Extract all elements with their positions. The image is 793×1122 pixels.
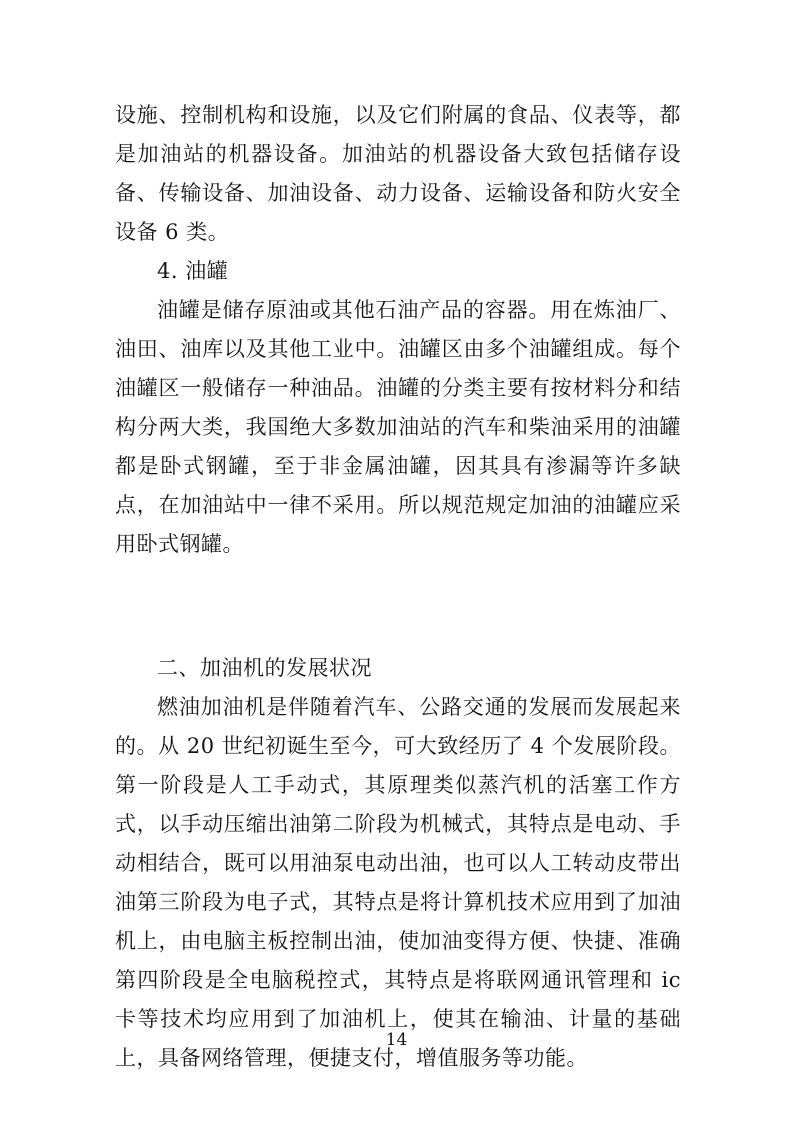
paragraph-station-equipment-continuation: 设施、控制机构和设施，以及它们附属的食品、仪表等，都是加油站的机器设备。加油站的机器设备大致包括储存设备、传输设备、加油设备、动力设备、运输设备和防火安全设备 6 类。	[115, 103, 681, 244]
page-content	[115, 96, 681, 1078]
heading-oil-tank: 4. 油罐	[157, 259, 229, 283]
paragraph-oil-tank-description: 油罐是储存原油或其他石油产品的容器。用在炼油厂、油田、油库以及其他工业中。油罐区由多个油罐组成。每个油罐区一般储存一种油品。油罐的分类主要有按材料分和结构分两大类，我国绝大多数加油站的汽车和柴油采用的油罐都是卧式钢罐，至于非金属油罐，因其具有渗漏等许多缺点，在加油站中一律不采用。所以规范规定加油的油罐应采用卧式钢罐。	[115, 298, 681, 556]
paragraph-dispenser-development: 燃油加油机是伴随着汽车、公路交通的发展而发展起来的。从 20 世纪初诞生至今，可大致经历了 4 个发展阶段。第一阶段是人工手动式，其原理类似蒸汽机的活塞工作方式，以手动压缩出油第二阶段为机械式，其特点是电动、手动相结合，既可以用油泵电动出油，也可以人工转动皮带出油第三阶段为电子式，其特点是将计算机技术应用到了加油机上，由电脑主板控制出油，使加油变得方便、快捷、准确第四阶段是全电脑税控式，其特点是将联网通讯管理和 ic 卡等技术均应用到了加油机上，使其在输油、计量的基础上，具备网络管理，便捷支付，增值服务等功能。	[115, 695, 681, 1070]
heading-dispenser-development: 二、加油机的发展状况	[157, 656, 372, 680]
page-number: 14	[385, 1030, 408, 1050]
